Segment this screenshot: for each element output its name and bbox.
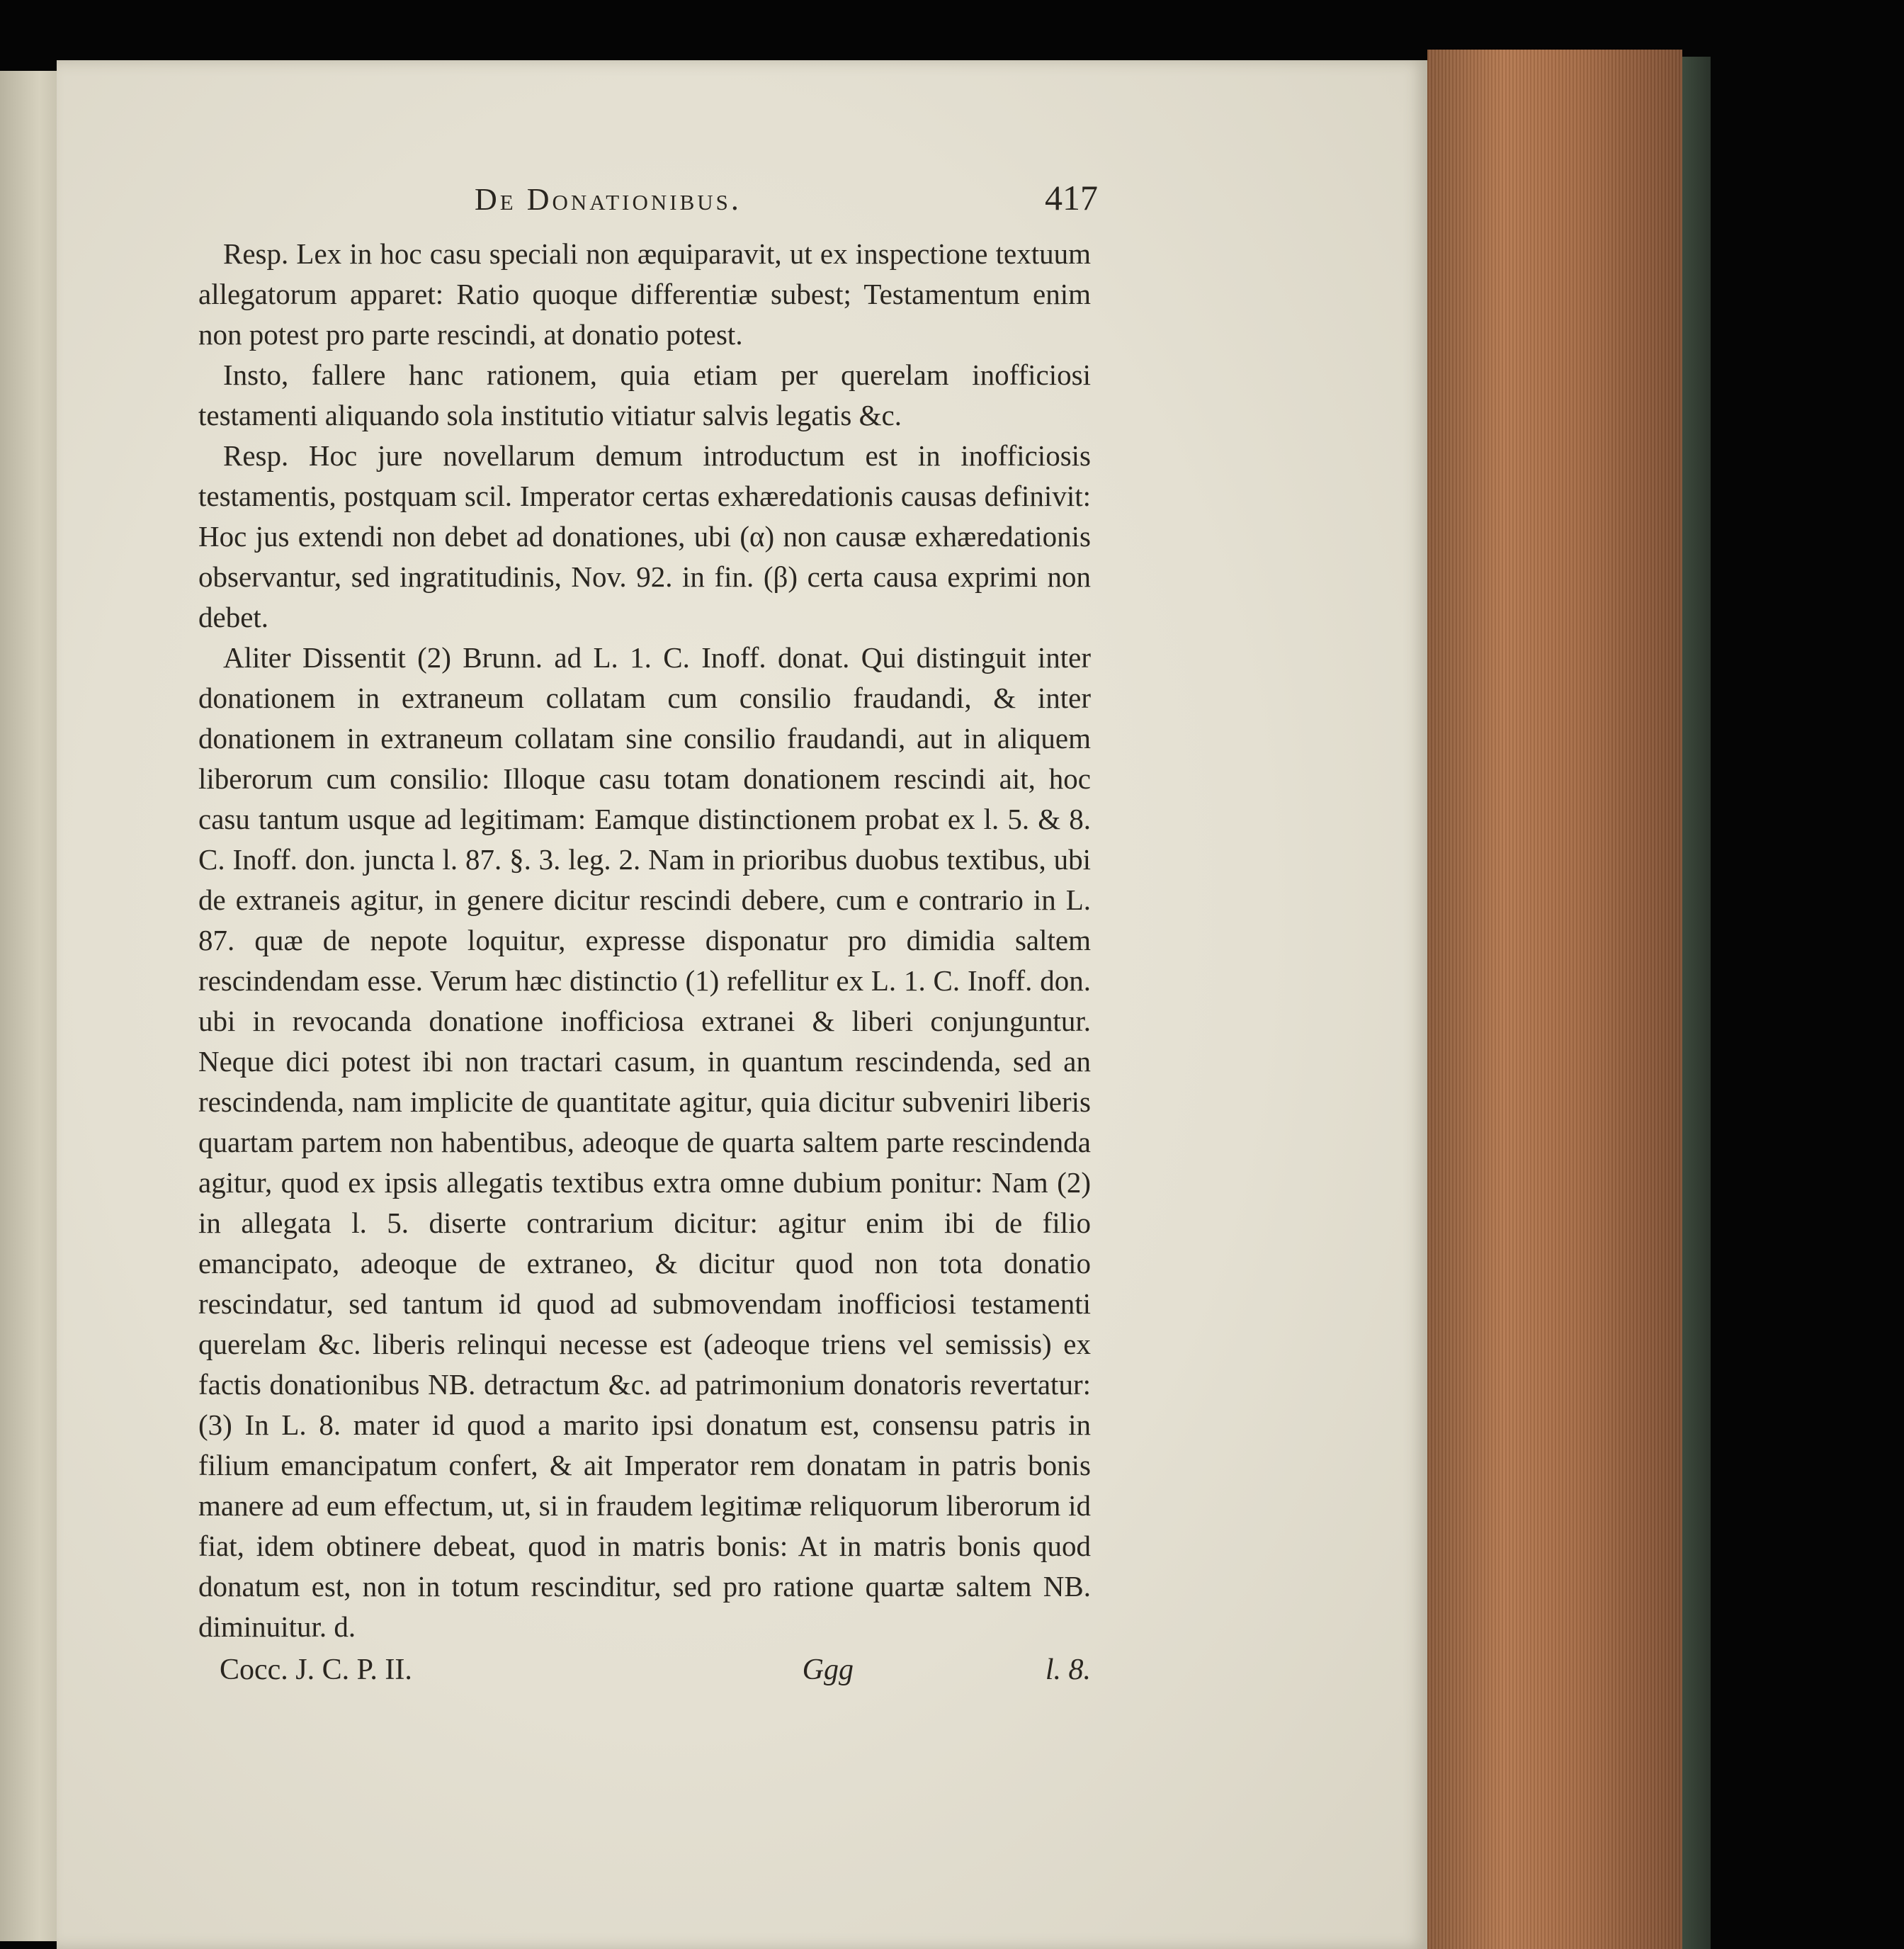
page-text-block: [198, 177, 1098, 1687]
paragraph-aliter: Aliter Dissentit (2) Brunn. ad L. 1. C. Inoff. donat. Qui distinguit inter donationem in extraneum collatam cum consilio fraudandi, & inter donationem in extraneum collatam sine consilio fraudandi, aut in aliquem liberorum cum consilio: Illoque casu totam donationem rescindi ait, hoc casu tantum usque ad legitimam: Eamque distinctionem probat ex l. 5. & 8. C. Inoff. don. juncta l. 87. §. 3. leg. 2. Nam in prioribus duobus textibus, ubi de extraneis agitur, in genere dicitur rescindi debere, cum e contrario in L. 87. quæ de nepote loquitur, expresse disponatur pro dimidia saltem rescindendam esse. Verum hæc distinctio (1) refellitur ex L. 1. C. Inoff. don. ubi in revocanda donatione inofficiosa extranei & liberi conjunguntur. Neque dici potest ibi non tractari casum, in quantum rescindenda, sed an rescindenda, nam implicite de quantitate agitur, quia dicitur subveniri liberis quartam partem non habentibus, adeoque de quarta saltem parte rescindenda agitur, quod ex ipsis allegatis textibus extra omne dubium ponitur: Nam (2) in allegata l. 5. diserte contrarium dicitur: agitur enim ibi de filio emancipato, adeoque de extraneo, & dicitur quod non tota donatio rescindatur, sed tantum id quod ad submovendam inofficiosi testamenti querelam &c. liberis relinqui necesse est (adeoque triens vel semissis) ex factis donationibus NB. detractum &c. ad patrimonium donatoris revertatur: (3) In L. 8. mater id quod a marito ipsi donatum est, consensu patris in filium emancipatum confert, & ait Imperator rem donatam in patris bonis manere ad eum effectum, ut, si in fraudem legitimæ reliquorum liberorum id fiat, idem obtinere debeat, quod in matris bonis: At in matris bonis quod donatum est, non in totum rescinditur, sed pro ratione quartæ saltem NB. diminuitur. d.: [198, 641, 1091, 1643]
paragraph-resp-2: Resp. Hoc jure novellarum demum introductum est in inofficiosis testamentis, postquam scil. Imperator certas exhæredationis causas definivit: Hoc jus extendi non debet ad donationes, ubi (α) non causæ exhæredationis observantur, sed ingratitudinis, Nov. 92. in fin. (β) certa causa exprimi non debet.: [198, 439, 1091, 633]
running-head: De Donationibus.: [475, 182, 742, 217]
catchword: l. 8.: [1045, 1654, 1091, 1686]
signature-mark: Ggg: [802, 1654, 854, 1686]
page-number: 417: [1045, 178, 1098, 218]
page-block-edges: [1427, 50, 1682, 1949]
page-header: [475, 177, 1098, 218]
signature-left: Cocc. J. C. P. II.: [220, 1654, 412, 1686]
facing-page-edge: [0, 71, 59, 1941]
paragraph-insto: Insto, fallere hanc rationem, quia etiam per querelam inofficiosi testamenti aliquando sola institutio vitiatur salvis legatis &c.: [198, 358, 1091, 431]
page-footer: [198, 1653, 1091, 1687]
paragraph-resp-1: Resp. Lex in hoc casu speciali non æquiparavit, ut ex inspectione textuum allegatorum apparet: Ratio quoque differentiæ subest; Testamentum enim non potest pro parte rescindi, at donatio potest.: [198, 237, 1091, 351]
book-cover-edge: [1682, 57, 1711, 1949]
